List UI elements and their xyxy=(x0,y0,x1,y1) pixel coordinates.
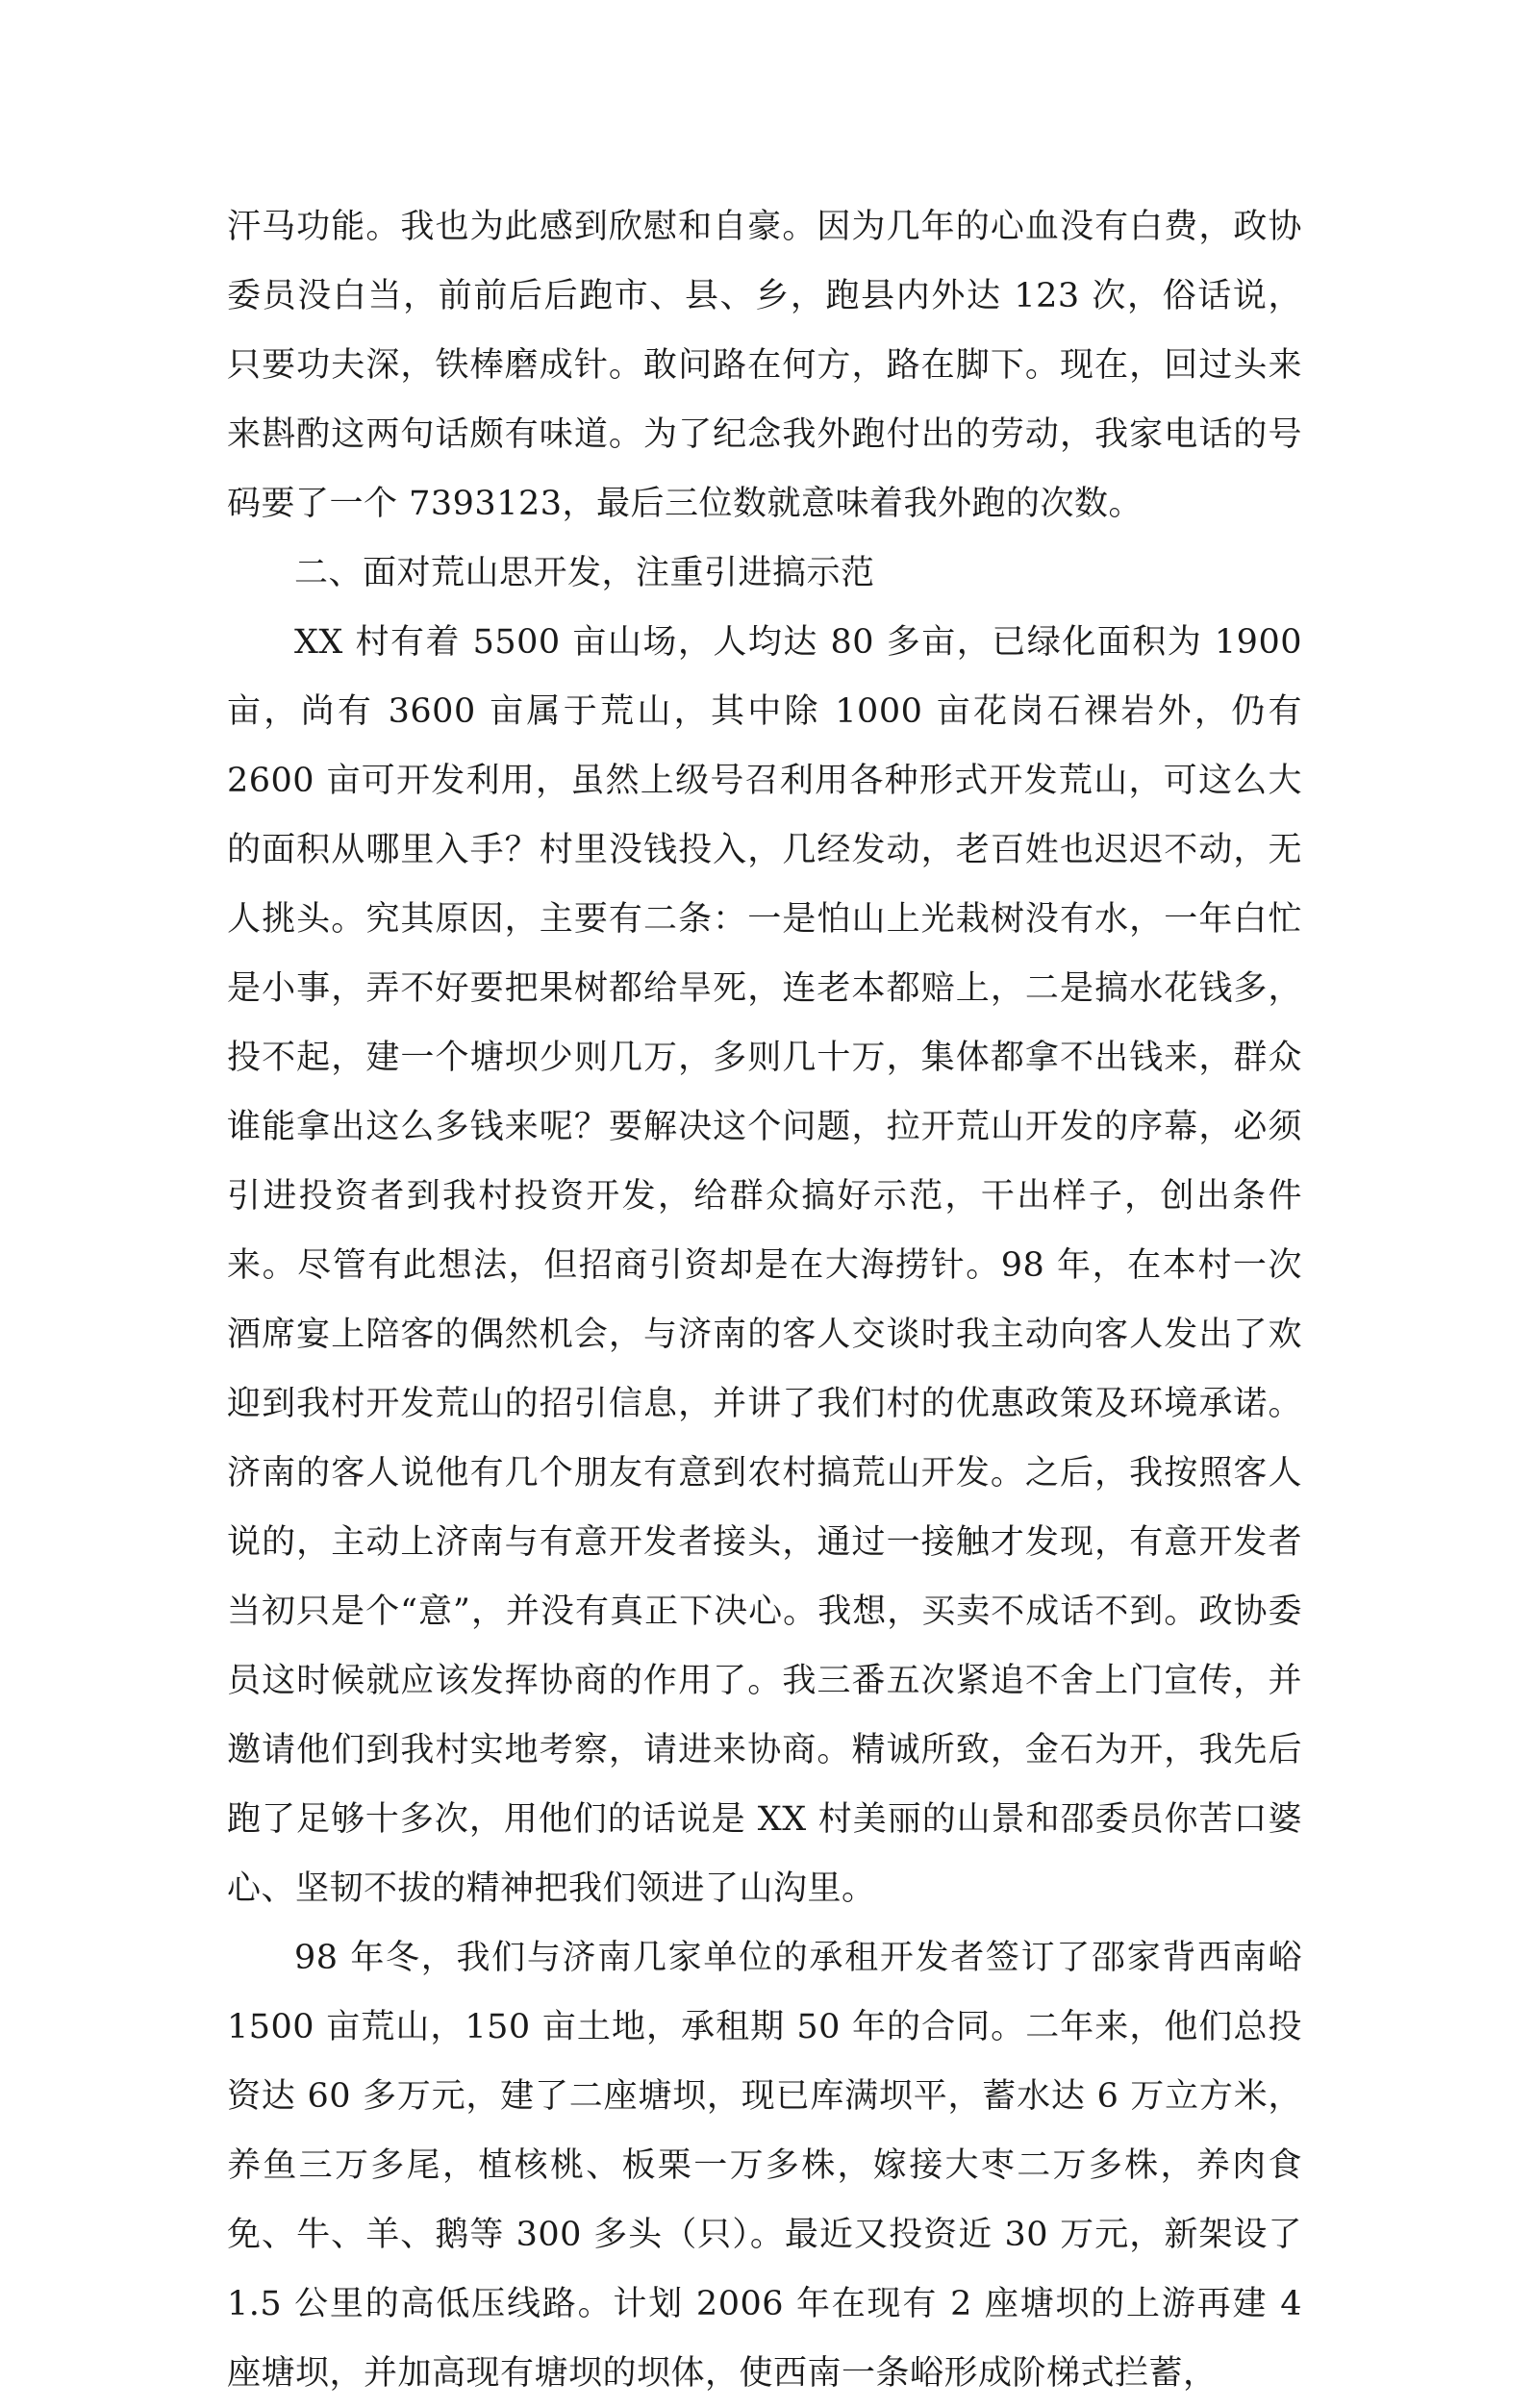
document-body xyxy=(227,192,1302,2408)
paragraph-continuation: 汗马功能。我也为此感到欣慰和自豪。因为几年的心血没有白费，政协委员没白当，前前后后跑市、县、乡，跑县内外达 123 次，俗话说，只要功夫深，铁棒磨成针。敢问路在何方，路在脚下。现在，回过头来来斟酌这两句话颇有味道。为了纪念我外跑付出的劳动，我家电话的号码要了一个 7393123，最后三位数就意味着我外跑的次数。 xyxy=(227,208,1302,523)
paragraph: 98 年冬，我们与济南几家单位的承租开发者签订了邵家背西南峪 1500 亩荒山，150 亩土地，承租期 50 年的合同。二年来，他们总投资达 60 多万元，建了二座塘坝，现已库满坝平，蓄水达 6 万立方米，养鱼三万多尾，植核桃、板栗一万多株，嫁接大枣二万多株，养肉食免、牛、羊、鹅等 300 多头（只）。最近又投资近 30 万元，新架设了 1.5 公里的高低压线路。计划 2006 年在现有 2 座塘坝的上游再建 4 座塘坝，并加高现有塘坝的坝体，使西南一条峪形成阶梯式拦蓄， xyxy=(227,1939,1302,2393)
paragraph: XX 村有着 5500 亩山场，人均达 80 多亩，已绿化面积为 1900 亩，尚有 3600 亩属于荒山，其中除 1000 亩花岗石裸岩外，仍有 2600 亩可开发利用，虽然上级号召利用各种形式开发荒山，可这么大的面积从哪里入手？村里没钱投入，几经发动，老百姓也迟迟不动，无人挑头。究其原因，主要有二条：一是怕山上光栽树没有水，一年白忙是小事，弄不好要把果树都给旱死，连老本都赔上，二是搞水花钱多，投不起，建一个塘坝少则几万，多则几十万，集体都拿不出钱来，群众谁能拿出这么多钱来呢？要解决这个问题，拉开荒山开发的序幕，必须引进投资者到我村投资开发，给群众搞好示范，干出样子，创出条件来。尽管有此想法，但招商引资却是在大海捞针。98 年，在本村一次酒席宴上陪客的偶然机会，与济南的客人交谈时我主动向客人发出了欢迎到我村开发荒山的招引信息，并讲了我们村的优惠政策及环境承诺。济南的客人说他有几个朋友有意到农村搞荒山开发。之后，我按照客人说的，主动上济南与有意开发者接头，通过一接触才发现，有意开发者当初只是个“意”，并没有真正下决心。我想，买卖不成话不到。政协委员这时候就应该发挥协商的作用了。我三番五次紧追不舍上门宣传，并邀请他们到我村实地考察，请进来协商。精诚所致，金石为开，我先后跑了足够十多次，用他们的话说是 XX 村美丽的山景和邵委员你苦口婆心、坚韧不拔的精神把我们领进了山沟里。 xyxy=(227,623,1302,1908)
section-heading: 二、面对荒山思开发，注重引进搞示范 xyxy=(294,554,875,592)
